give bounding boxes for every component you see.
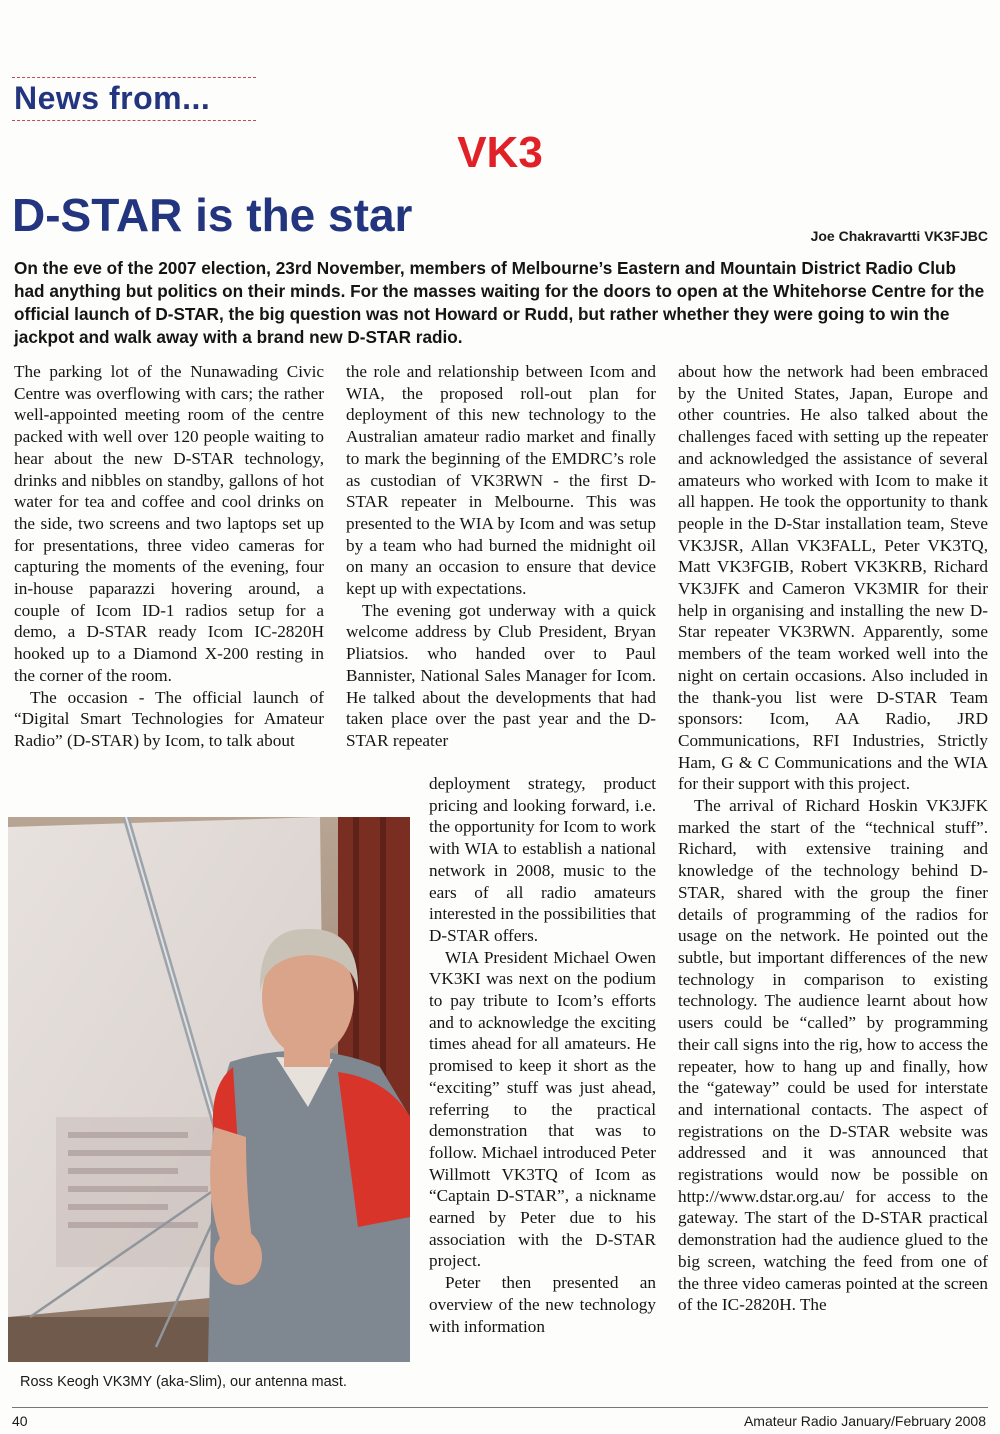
paragraph: the role and relationship between Icom and WIA, the proposed roll-out plan for deployment of this new technology to the Australian amateur radio market and finally to mark the beginning of the EMDRC’s role as custodian of VK3RWN - the first D-STAR repeater in Melbourne. This was presented to the WIA by Icom and was setup by a team who had burned the midnight oil on many an occasion to ensure that device kept up with expectations. <box>346 362 656 599</box>
photo-illustration <box>8 817 410 1362</box>
body-column-3 <box>678 361 988 1316</box>
paragraph: about how the network had been embraced by the United States, Japan, Europe and other countries. He also talked about the challenges faced with setting up the repeater and acknowledged the assistance of several amateurs who worked with Icom to make it all happen. He took the opportunity to thank people in the D-Star installation team, Steve VK3JSR, Allan VK3FALL, Peter VK3TQ, Matt VK3FGIB, Robert VK3KRB, Richard VK3JFK and Cameron VK3MIR for their help in organising and installing the new D-Star repeater VK3RWN. Apparently, some members of the team worked well into the night on certain occasions. Also included in the thank-you list were D-STAR Team sponsors: Icom, AA Radio, JRD Communications, RFI Industries, Strictly Ham, G & C Communications and the WIA for their support with this project. <box>678 362 988 794</box>
page-number: 40 <box>12 1413 28 1429</box>
paragraph: Peter then presented an overview of the new technology with information <box>429 1273 656 1336</box>
section-heading: News from... <box>14 80 211 116</box>
header-rule-bottom <box>12 120 256 121</box>
paragraph: The evening got underway with a quick welcome address by Club President, Bryan Pliatsios. who handed over to Paul Bannister, National Sales Manager for Icom. He talked about the developments that had taken place over the past year and the D-STAR repeater <box>346 600 656 750</box>
body-column-1 <box>14 361 324 752</box>
paragraph: WIA President Michael Owen VK3KI was next on the podium to pay tribute to Icom’s efforts and to acknowledge the exciting times ahead for all amateurs. He promised to keep it short as the “exciting” stuff was just ahead, referring to the practical demonstration that was to follow. Michael introduced Peter Willmott VK3TQ of Icom as “Captain D-STAR”, a nickname earned by Peter due to his association with the D-STAR project. <box>429 947 656 1271</box>
body-column-2 <box>346 361 656 752</box>
article-author: Joe Chakravartti VK3FJBC <box>810 228 988 244</box>
paragraph: deployment strategy, product pricing and looking forward, i.e. the opportunity for Icom to work with WIA to establish a national network in 2008, music to the ears of all radio amateurs interested in the possibilities that D-STAR offers. <box>429 774 656 945</box>
paragraph: The parking lot of the Nunawading Civic Centre was overflowing with cars; the rather well-appointed meeting room of the centre packed with well over 120 people waiting to hear about the new D-STAR technology, drinks and nibbles on standby, gallons of hot water for tea and coffee and cool drinks on the side, two screens and two laptops set up for presentations, three video cameras for capturing the moments of the evening, four in-house paparazzi hovering around, a couple of Icom ID-1 radios setup for a demo, a D-STAR ready Icom IC-2820H hooked up to a Diamond X-200 resting in the corner of the room. <box>14 362 324 685</box>
region-heading: VK3 <box>457 128 543 177</box>
header-rule-top <box>12 77 256 78</box>
journal-title: Amateur Radio January/February 2008 <box>743 1413 986 1429</box>
paragraph: The arrival of Richard Hoskin VK3JFK marked the start of the “technical stuff”. Richard, with extensive training and knowledge of the technology behind D-STAR, shared with the group the finer details of programming of the radios for usage on the network. He pointed out the subtle, but important differences of the new technology in comparison to existing technology. The audience learnt about how users could be “called” by programming their call signs into the rig, how to access the repeater, how to hang up and finally, how the “gateway” could be used for interstate and international contacts. The aspect of registrations on the D-STAR website was addressed and it was announced that registrations would now be possible on http://www.dstar.org.au/ for access to the gateway. The start of the D-STAR practical demonstration had the audience glued to the big screen, watching the feed from one of the three video cameras pointed at the screen of the IC-2820H. The <box>678 796 988 1315</box>
photo-caption: Ross Keogh VK3MY (aka-Slim), our antenna mast. <box>20 1374 347 1390</box>
article-intro: On the eve of the 2007 election, 23rd November, members of Melbourne’s Eastern and Mountain District Radio Club had anything but politics on their minds. For the masses waiting for the doors to open at the Whitehorse Centre for the official launch of D-STAR, the big question was not Howard or Rudd, but rather whether they were going to win the jackpot and walk away with a brand new D-STAR radio. <box>14 258 985 347</box>
article-title: D-STAR is the star <box>12 189 413 241</box>
body-column-2-continued <box>429 773 656 1337</box>
article-photo <box>8 817 410 1362</box>
paragraph: The occasion - The official launch of “Digital Smart Technologies for Amateur Radio” (D-STAR) by Icom, to talk about <box>14 687 324 750</box>
footer-rule <box>12 1407 988 1408</box>
